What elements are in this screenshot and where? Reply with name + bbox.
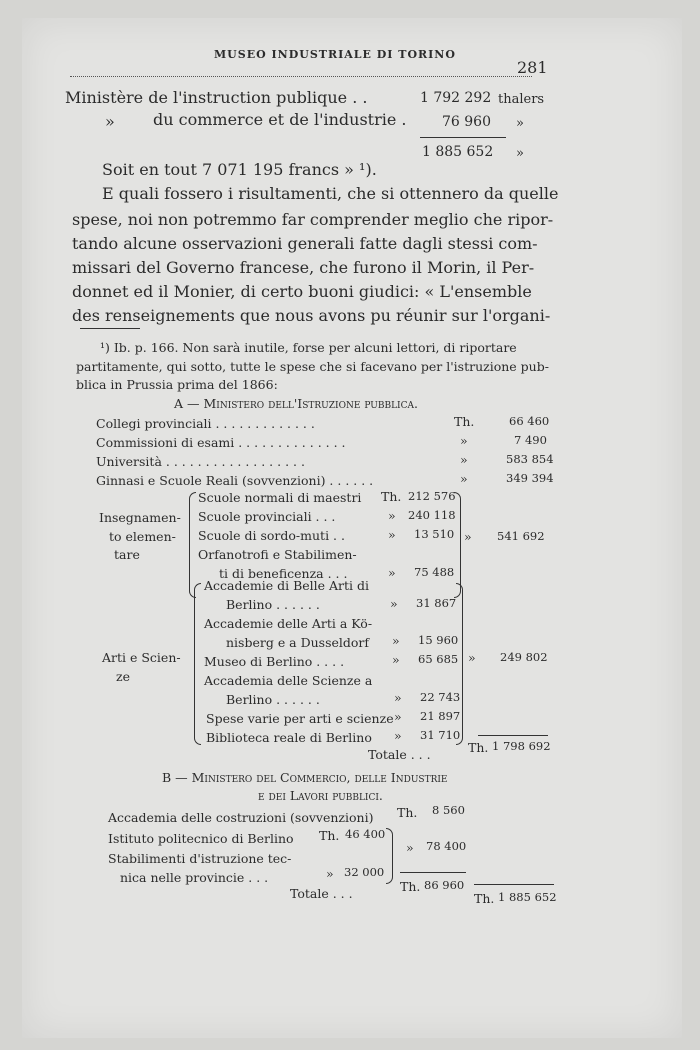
arti-item4-label: nisberg e a Dusseldorf <box>226 635 370 650</box>
b-row1-value: 8 560 <box>432 803 465 817</box>
b-sum-rule <box>400 872 466 873</box>
b-row2-label: Istituto politecnico di Berlino <box>108 831 294 846</box>
arti-label-2: ze <box>116 669 130 684</box>
top-row2-unit: » <box>516 116 524 131</box>
a-row2-unit: » <box>460 433 468 448</box>
ins-item1-value: 212 576 <box>408 489 456 503</box>
ins-item1-label: Scuole normali di maestri <box>198 490 362 505</box>
b-group-brace <box>386 828 393 884</box>
b-row2-value: 46 400 <box>345 827 386 841</box>
top-row1-value: 1 792 292 <box>420 90 492 106</box>
b-totale-unit: Th. <box>400 879 421 894</box>
para-line-7: des renseignements que nous avons pu réunir sur l'organi- <box>72 306 551 325</box>
ins-item2-label: Scuole provinciali . . . <box>198 509 336 524</box>
b-row1-unit: Th. <box>397 805 418 820</box>
page-number: 281 <box>517 58 548 77</box>
top-total-unit: » <box>516 146 524 161</box>
arti-item2-value: 31 867 <box>416 596 457 610</box>
book-page <box>22 18 682 1038</box>
para-line-5: missari del Governo francese, che furono il Morin, il Per- <box>72 258 535 277</box>
footnote-rule <box>80 328 140 329</box>
arti-item7-label: Berlino . . . . . . <box>226 692 320 707</box>
top-row2-mark: » <box>105 112 115 131</box>
arti-item3-label: Accademie delle Arti a Kö- <box>204 616 373 631</box>
ins-item2-value: 240 118 <box>408 508 456 522</box>
top-row2-label: du commerce et de l'industrie . <box>153 110 407 129</box>
a-row4-unit: » <box>460 471 468 486</box>
ins-item2-unit: » <box>388 508 396 523</box>
b-totale-value: 86 960 <box>424 878 465 892</box>
a-totale-value: 1 798 692 <box>492 739 551 753</box>
arti-label-1: Arti e Scien- <box>102 650 181 665</box>
a-totale-label: Totale . . . <box>368 747 431 762</box>
arti-total-value: 249 802 <box>500 650 548 664</box>
arti-total-unit: » <box>468 650 476 665</box>
a-row3-value: 583 854 <box>506 452 554 466</box>
b-row3a-label: Stabilimenti d'istruzione tec- <box>108 851 292 866</box>
para-line-3: spese, noi non potremmo far comprender meglio che ripor- <box>72 210 554 229</box>
insegnamento-left-brace <box>189 492 196 598</box>
b-row3b-unit: » <box>326 866 334 881</box>
ins-item1-unit: Th. <box>381 489 402 504</box>
grand-total-value: 1 885 652 <box>498 890 557 904</box>
arti-item4-unit: » <box>392 633 400 648</box>
header-rule <box>70 76 532 77</box>
a-totale-unit: Th. <box>468 740 489 755</box>
b-row2-unit: Th. <box>319 828 340 843</box>
a-row2-value: 7 490 <box>514 433 547 447</box>
arti-item8-label: Spese varie per arti e scienze <box>206 711 394 726</box>
arti-item9-value: 31 710 <box>420 728 461 742</box>
arti-item9-label: Biblioteca reale di Berlino <box>206 730 372 745</box>
insegnamento-label-2: to elemen- <box>109 529 176 544</box>
insegnamento-label-3: tare <box>114 547 140 562</box>
a-row1-unit: Th. <box>454 414 475 429</box>
b-group-total-unit: » <box>406 840 414 855</box>
grand-total-unit: Th. <box>474 891 495 906</box>
footnote-line-2: partitamente, qui sotto, tutte le spese che si facevano per l'istruzione pub- <box>76 359 549 374</box>
footnote-line-3: blica in Prussia prima del 1866: <box>76 377 278 392</box>
ins-item3-value: 13 510 <box>414 527 455 541</box>
para-line-6: donnet ed il Monier, di certo buoni giudici: « L'ensemble <box>72 282 532 301</box>
b-row1-label: Accademia delle costruzioni (sovvenzioni) <box>108 810 374 825</box>
ins-item5-unit: » <box>388 565 396 580</box>
a-row1-value: 66 460 <box>509 414 550 428</box>
ins-total-value: 541 692 <box>497 529 545 543</box>
a-row4-label: Ginnasi e Scuole Reali (sovvenzioni) . . . . . . <box>96 473 374 488</box>
b-row3b-label: nica nelle provincie . . . <box>120 870 269 885</box>
section-b-heading-2: e dei Lavori pubblici. <box>258 788 383 803</box>
arti-item2-label: Berlino . . . . . . <box>226 597 320 612</box>
arti-item5-unit: » <box>392 652 400 667</box>
b-totale-label: Totale . . . <box>290 886 353 901</box>
top-row2-value: 76 960 <box>442 114 491 130</box>
arti-left-brace <box>194 583 201 745</box>
running-header: MUSEO INDUSTRIALE DI TORINO <box>214 48 456 61</box>
arti-item5-label: Museo di Berlino . . . . <box>204 654 345 669</box>
arti-item1-label: Accademie di Belle Arti di <box>204 578 370 593</box>
arti-right-brace <box>456 583 463 745</box>
a-row1-label: Collegi provinciali . . . . . . . . . . . . . <box>96 416 315 431</box>
a-row3-unit: » <box>460 452 468 467</box>
a-row4-value: 349 394 <box>506 471 554 485</box>
arti-item7-value: 22 743 <box>420 690 461 704</box>
section-b-heading-1: B — Ministero del Commercio, delle Industrie <box>162 770 448 785</box>
arti-item7-unit: » <box>394 690 402 705</box>
ins-item3-unit: » <box>388 527 396 542</box>
footnote-line-1: ¹) Ib. p. 166. Non sarà inutile, forse per alcuni lettori, di riportare <box>100 340 517 355</box>
a-row2-label: Commissioni di esami . . . . . . . . . . . . . . <box>96 435 346 450</box>
arti-item8-value: 21 897 <box>420 709 461 723</box>
para-line-4: tando alcune osservazioni generali fatte dagli stessi com- <box>72 234 538 253</box>
arti-item6-label: Accademia delle Scienze a <box>204 673 373 688</box>
top-total-value: 1 885 652 <box>422 144 494 160</box>
a-row3-label: Università . . . . . . . . . . . . . . . . . . <box>96 454 305 469</box>
arti-item8-unit: » <box>394 709 402 724</box>
ins-item5-value: 75 488 <box>414 565 455 579</box>
para-line-2: E quali fossero i risultamenti, che si ottennero da quelle <box>102 184 559 203</box>
top-row1-unit: thalers <box>498 92 545 107</box>
top-row1-label: Ministère de l'instruction publique . . <box>65 88 368 107</box>
top-sum-rule <box>420 137 506 138</box>
section-a-heading: A — Ministero dell'Istruzione pubblica. <box>174 396 418 411</box>
arti-item9-unit: » <box>394 728 402 743</box>
insegnamento-label-1: Insegnamen- <box>99 510 181 525</box>
ins-total-unit: » <box>464 529 472 544</box>
para-line-1: Soit en tout 7 071 195 francs » ¹). <box>102 160 377 179</box>
a-sum-rule <box>478 735 548 736</box>
ins-item4-label: Orfanotrofi e Stabilimen- <box>198 547 357 562</box>
arti-item5-value: 65 685 <box>418 652 459 666</box>
ins-item5-label: ti di beneficenza . . . <box>219 566 348 581</box>
b-group-total-value: 78 400 <box>426 839 467 853</box>
arti-item2-unit: » <box>390 596 398 611</box>
b-row3b-value: 32 000 <box>344 865 385 879</box>
grand-sum-rule <box>474 884 554 885</box>
arti-item4-value: 15 960 <box>418 633 459 647</box>
ins-item3-label: Scuole di sordo-muti . . <box>198 528 345 543</box>
